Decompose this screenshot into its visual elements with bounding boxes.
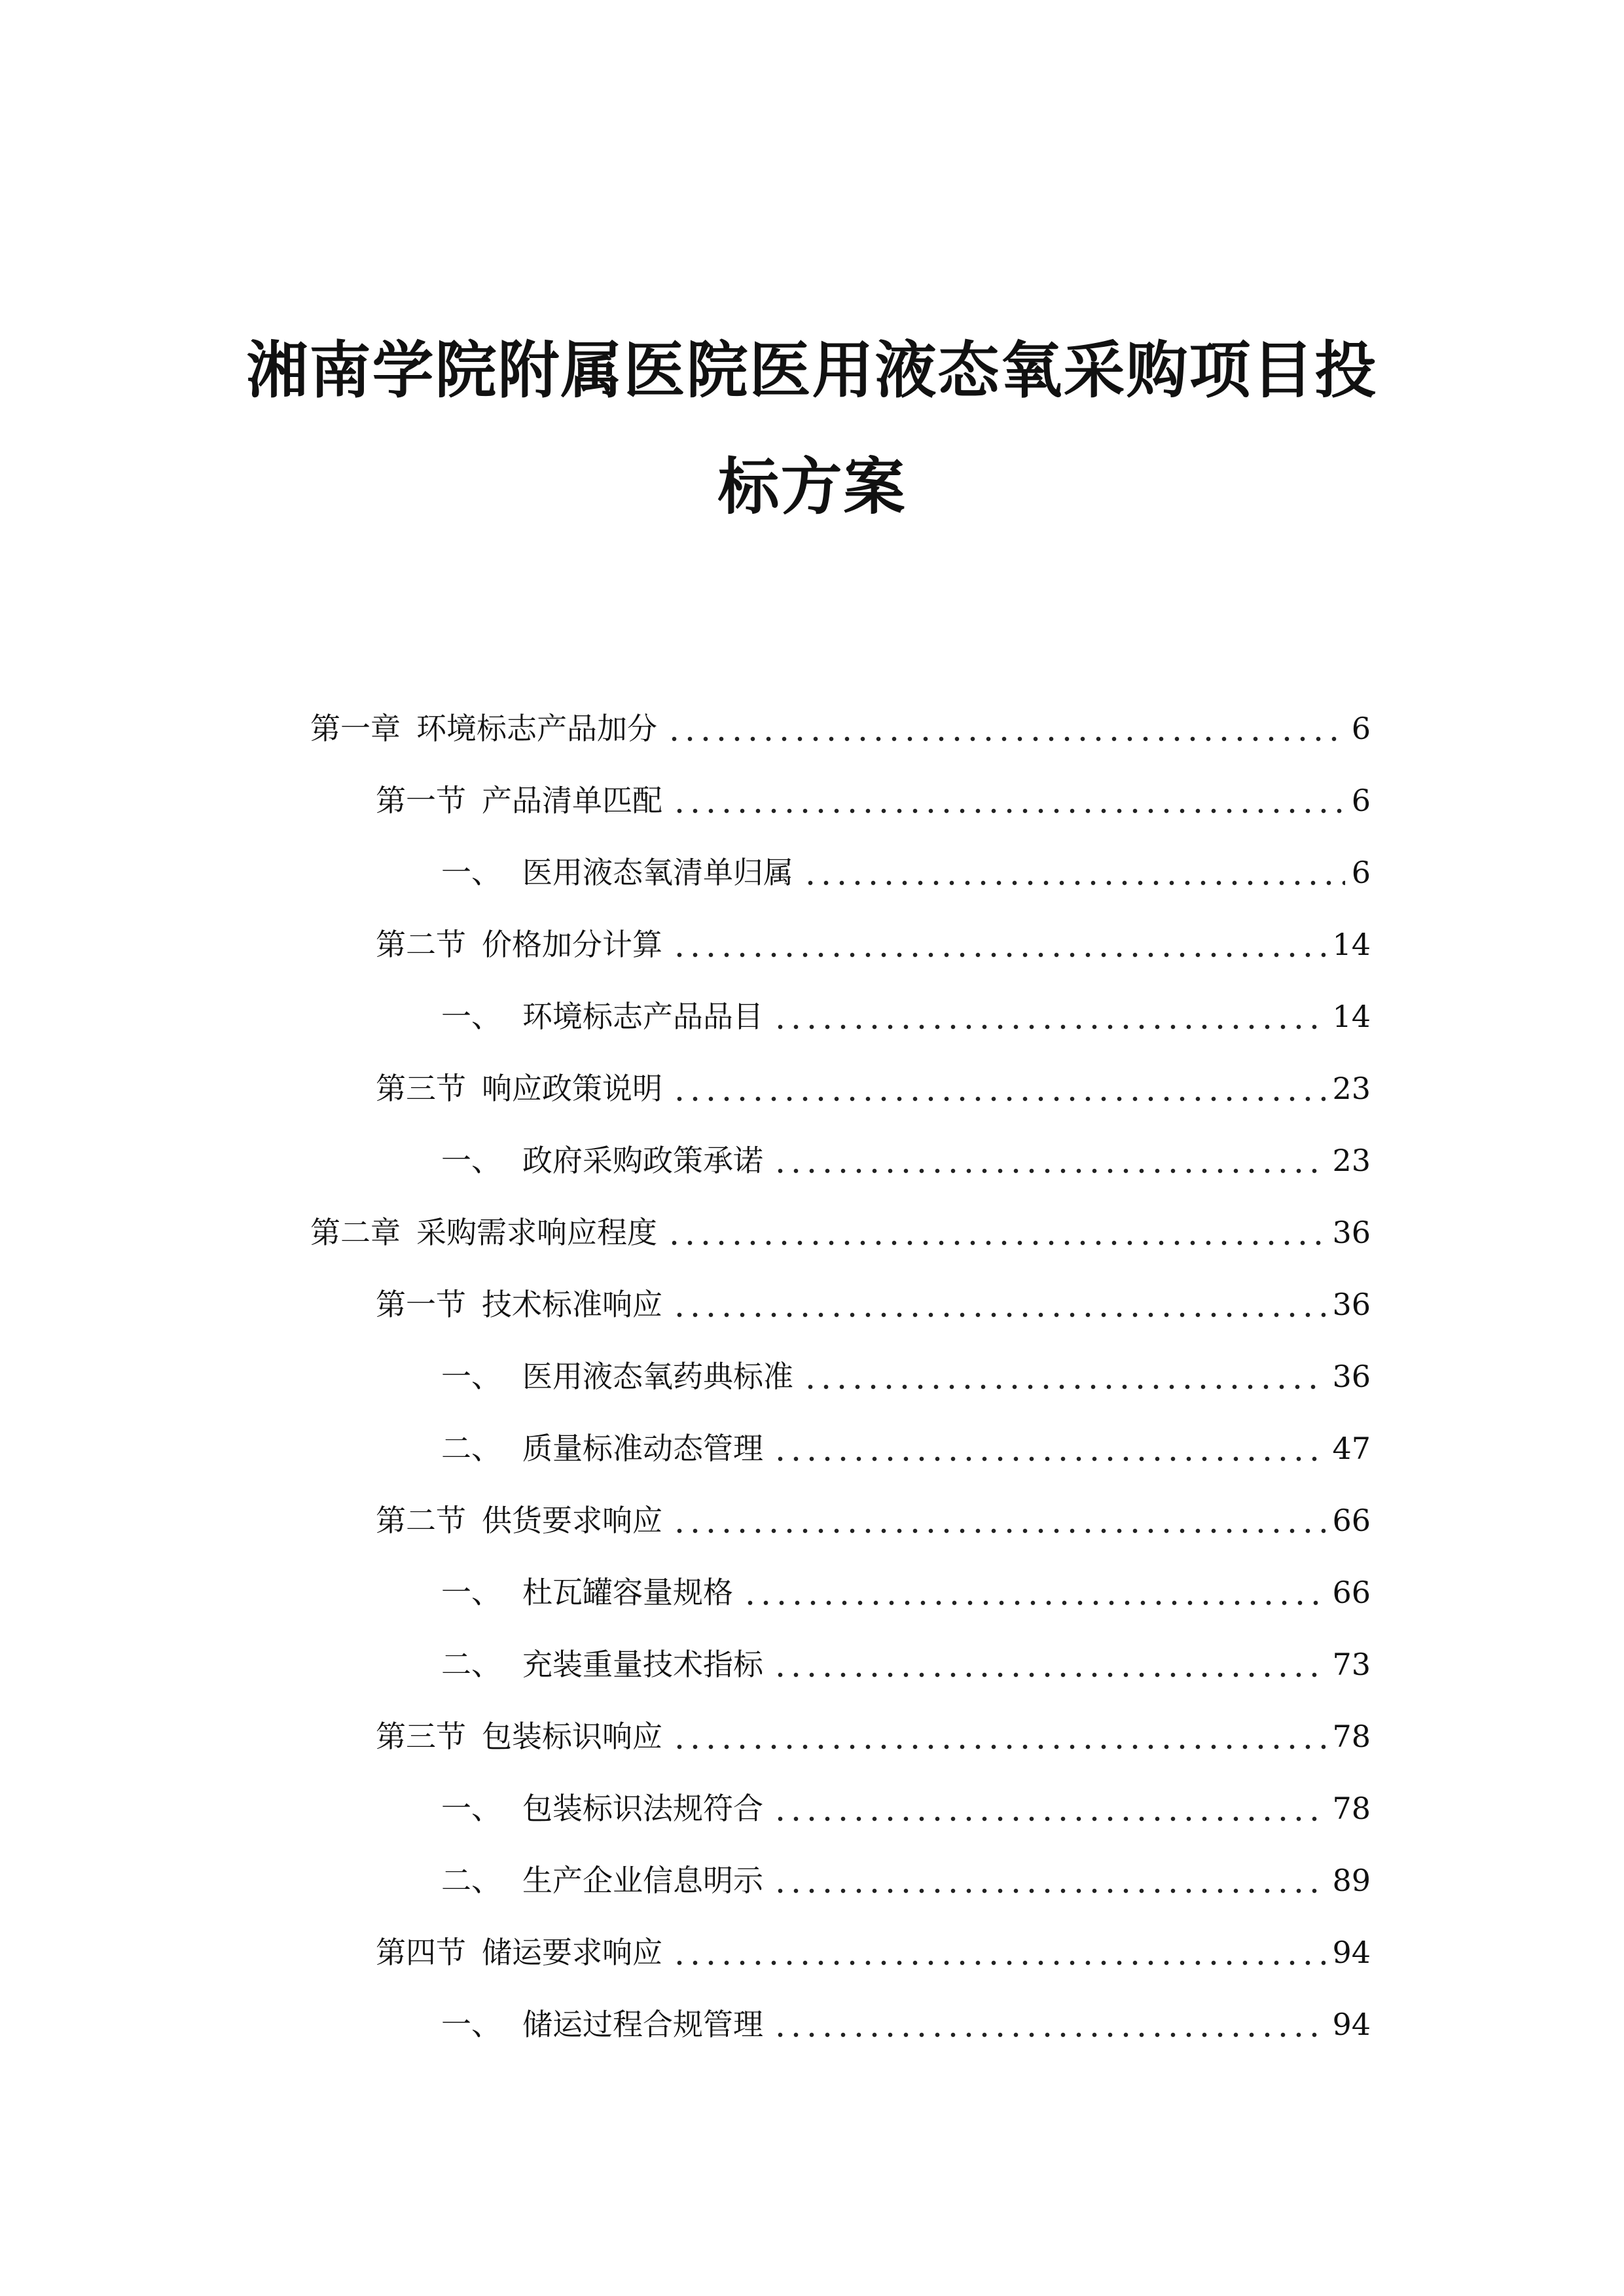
toc-entry-text: 医用液态氧清单归属	[522, 855, 793, 890]
toc-entry-page: 14	[1332, 999, 1371, 1034]
toc-entry-text: 包装标识法规符合	[522, 1791, 763, 1826]
toc-dot-leader	[666, 1221, 1326, 1251]
toc-entry-page: 73	[1332, 1647, 1371, 1682]
toc-entry-number: 第一节	[376, 1287, 466, 1322]
toc-entry-subsection[interactable]	[310, 1628, 1371, 1700]
toc-entry-number: 第一章	[310, 711, 401, 746]
toc-entry-number: 二、	[441, 1863, 501, 1898]
toc-entry-section[interactable]	[310, 1484, 1371, 1556]
toc-entry-text: 生产企业信息明示	[522, 1863, 763, 1898]
toc-entry-text: 杜瓦罐容量规格	[522, 1575, 733, 1610]
toc-entry-page: 47	[1332, 1431, 1371, 1466]
toc-entry-number: 第二节	[376, 927, 466, 962]
toc-entry-text: 价格加分计算	[482, 927, 662, 962]
toc-dot-leader	[772, 1797, 1326, 1827]
toc-entry-subsection[interactable]	[310, 1412, 1371, 1484]
toc-entry-page: 6	[1351, 855, 1371, 890]
toc-entry-subsection[interactable]	[310, 1844, 1371, 1916]
toc-dot-leader	[666, 717, 1345, 747]
toc-entry-text: 储运过程合规管理	[522, 2007, 763, 2042]
toc-entry-subsection[interactable]	[310, 1124, 1371, 1196]
toc-entry-text: 质量标准动态管理	[522, 1431, 763, 1466]
toc-entry-text: 环境标志产品加分	[416, 711, 657, 746]
toc-entry-page: 78	[1332, 1719, 1371, 1754]
document-title-line-2: 标方案	[717, 452, 907, 523]
toc-entry-number: 一、	[441, 1575, 501, 1610]
toc-dot-leader	[803, 861, 1345, 891]
toc-dot-leader	[772, 2013, 1326, 2043]
toc-dot-leader	[803, 1365, 1326, 1395]
toc-entry-number: 第一节	[376, 783, 466, 818]
toc-entry-page: 6	[1351, 783, 1371, 818]
toc-entry-text: 充装重量技术指标	[522, 1647, 763, 1682]
toc-entry-number: 一、	[441, 2007, 501, 2042]
toc-entry-number: 第三节	[376, 1071, 466, 1106]
toc-entry-subsection[interactable]	[310, 1772, 1371, 1844]
toc-entry-number: 一、	[441, 1143, 501, 1178]
toc-entry-number: 一、	[441, 1359, 501, 1394]
toc-dot-leader	[772, 1437, 1326, 1467]
toc-dot-leader	[772, 1005, 1326, 1035]
toc-entry-page: 94	[1332, 2007, 1371, 2042]
toc-entry-text: 储运要求响应	[482, 1935, 662, 1970]
toc-entry-page: 14	[1332, 927, 1371, 962]
toc-entry-page: 78	[1332, 1791, 1371, 1826]
toc-entry-section[interactable]	[310, 1916, 1371, 1988]
toc-entry-section[interactable]	[310, 764, 1371, 836]
toc-entry-subsection[interactable]	[310, 836, 1371, 908]
table-of-contents	[310, 692, 1371, 2060]
toc-entry-page: 36	[1332, 1287, 1371, 1322]
toc-dot-leader	[772, 1149, 1326, 1179]
toc-entry-text: 包装标识响应	[482, 1719, 662, 1754]
toc-entry-number: 第二章	[310, 1215, 401, 1250]
toc-entry-text: 供货要求响应	[482, 1503, 662, 1538]
toc-entry-section[interactable]	[310, 908, 1371, 980]
toc-entry-subsection[interactable]	[310, 1988, 1371, 2060]
toc-entry-section[interactable]	[310, 1700, 1371, 1772]
toc-entry-page: 36	[1332, 1359, 1371, 1394]
toc-dot-leader	[672, 1725, 1326, 1755]
toc-dot-leader	[772, 1653, 1326, 1683]
toc-entry-text: 环境标志产品品目	[522, 999, 763, 1034]
toc-entry-page: 23	[1332, 1071, 1371, 1106]
toc-entry-number: 第三节	[376, 1719, 466, 1754]
toc-entry-page: 66	[1332, 1503, 1371, 1538]
toc-dot-leader	[672, 789, 1345, 819]
toc-entry-page: 36	[1332, 1215, 1371, 1250]
toc-dot-leader	[672, 1509, 1326, 1539]
toc-dot-leader	[772, 1869, 1326, 1899]
toc-entry-page: 89	[1332, 1863, 1371, 1898]
toc-entry-text: 采购需求响应程度	[416, 1215, 657, 1250]
toc-dot-leader	[672, 933, 1326, 963]
toc-entry-text: 医用液态氧药典标准	[522, 1359, 793, 1394]
toc-entry-number: 一、	[441, 999, 501, 1034]
toc-entry-text: 技术标准响应	[482, 1287, 662, 1322]
toc-dot-leader	[742, 1581, 1326, 1611]
toc-entry-chapter[interactable]	[310, 692, 1371, 764]
toc-entry-number: 第二节	[376, 1503, 466, 1538]
toc-entry-subsection[interactable]	[310, 980, 1371, 1052]
toc-entry-page: 94	[1332, 1935, 1371, 1970]
toc-dot-leader	[672, 1941, 1326, 1971]
toc-entry-number: 二、	[441, 1431, 501, 1466]
toc-entry-text: 响应政策说明	[482, 1071, 662, 1106]
toc-entry-text: 政府采购政策承诺	[522, 1143, 763, 1178]
toc-entry-number: 一、	[441, 1791, 501, 1826]
toc-entry-page: 23	[1332, 1143, 1371, 1178]
toc-entry-page: 6	[1351, 711, 1371, 746]
toc-entry-text: 产品清单匹配	[482, 783, 662, 818]
toc-dot-leader	[672, 1293, 1326, 1323]
toc-entry-subsection[interactable]	[310, 1340, 1371, 1412]
toc-entry-subsection[interactable]	[310, 1556, 1371, 1628]
toc-entry-page: 66	[1332, 1575, 1371, 1610]
document-title-line-1: 湘南学院附属医院医用液态氧采购项目投	[246, 335, 1378, 406]
toc-entry-section[interactable]	[310, 1052, 1371, 1124]
toc-entry-number: 二、	[441, 1647, 501, 1682]
toc-entry-chapter[interactable]	[310, 1196, 1371, 1268]
toc-entry-number: 第四节	[376, 1935, 466, 1970]
toc-dot-leader	[672, 1077, 1326, 1107]
toc-entry-section[interactable]	[310, 1268, 1371, 1340]
toc-entry-number: 一、	[441, 855, 501, 890]
